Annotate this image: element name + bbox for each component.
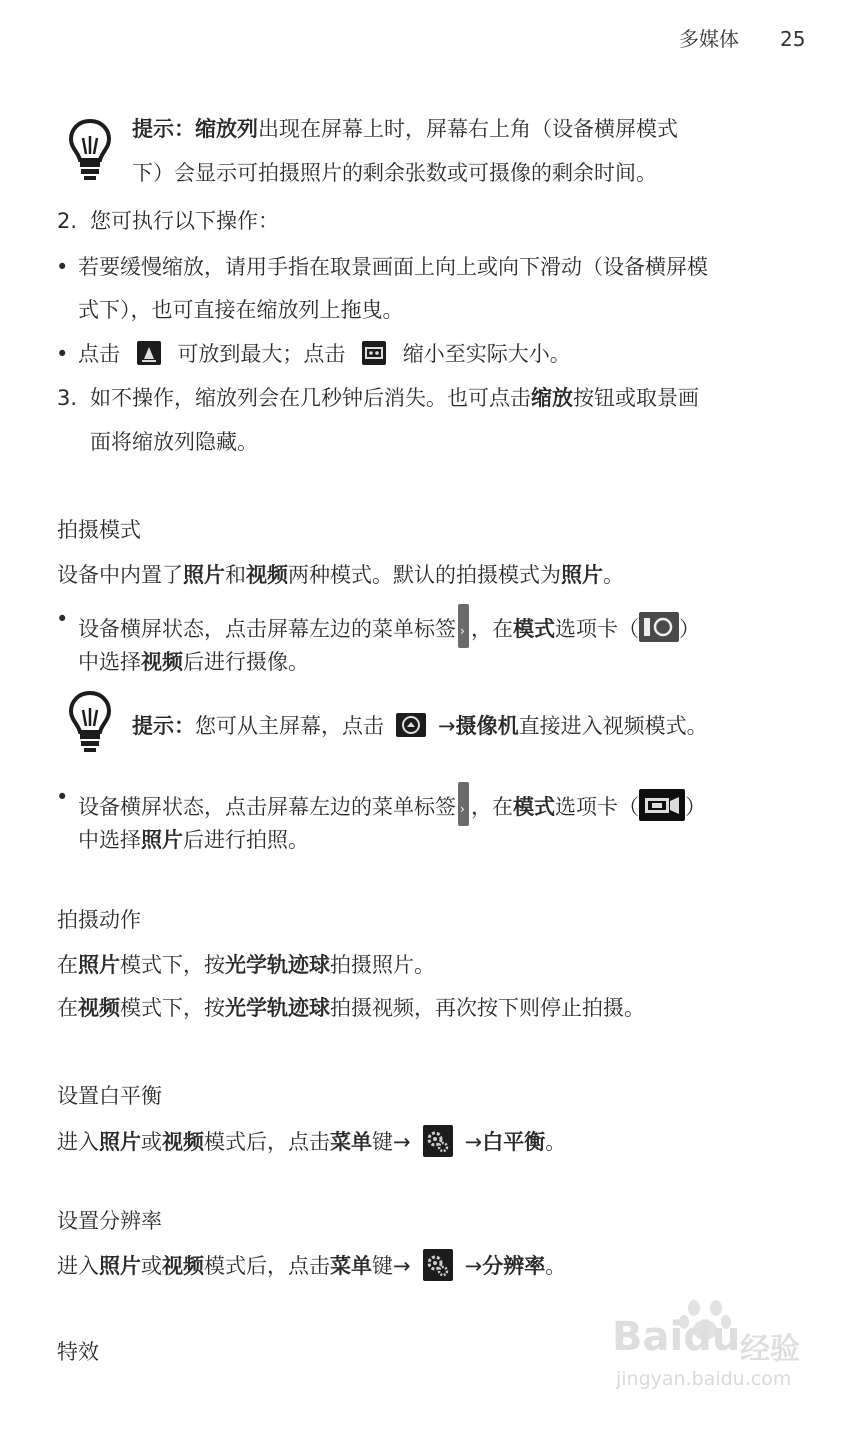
cm-b2-l2-c: 后进行拍照。 [183,828,309,852]
cm-b1-d: 选项卡（ [555,617,639,641]
res-g: 键→ [372,1254,411,1278]
resolution-line [57,1249,566,1281]
wb-a: 进入 [57,1130,99,1154]
capture-mode-tip [132,711,708,741]
res-photo: 照片 [99,1254,141,1278]
wb-e: 模式后，点击 [204,1130,330,1154]
bullet-dot: • [56,255,69,279]
tip1-line2: 下）会显示可拍摄照片的剩余张数或可摄像的剩余时间。 [132,161,657,185]
intro-photo-default: 照片 [561,563,603,587]
cm-tip-camcorder: 摄像机 [455,714,519,738]
res-e: 模式后，点击 [204,1254,330,1278]
res-resolution: 分辨率 [482,1254,546,1278]
cm-b2-b: ，在 [471,795,513,819]
zoom-actual-icon [362,341,386,365]
capture-action-title: 拍摄动作 [57,908,141,932]
tip1-text: 出现在屏幕上时，屏幕右上角（设备横屏模式 [258,117,678,141]
cm-b1-b: ，在 [471,617,513,641]
intro-e: 两种模式。默认的拍摄模式为 [288,563,561,587]
zoom-bullet2-c: 缩小至实际大小。 [402,342,571,366]
white-balance-title: 设置白平衡 [57,1084,162,1108]
cm-b1-e: ） [679,617,700,641]
watermark-brand: Baidu [612,1314,741,1360]
wb-c: 或 [141,1130,162,1154]
cm-b2-a: 设备横屏状态，点击屏幕左边的菜单标签 [78,795,456,819]
res-a: 进入 [57,1254,99,1278]
camcorder-mode-icon [639,789,685,821]
settings-gear-icon [423,1249,453,1281]
lightbulb-icon [68,118,112,182]
cm-b1-l2-a: 中选择 [78,650,141,674]
camera-mode-icon [639,612,679,642]
cm-tip-arrow: → [438,714,456,738]
ca-l1-e: 拍摄照片。 [330,953,435,977]
white-balance-line [57,1125,566,1157]
capture-mode-bullet2-line2 [78,825,309,855]
baidu-watermark [612,1298,812,1394]
ca-l1-trackball: 光学轨迹球 [225,953,330,977]
capture-mode-title: 拍摄模式 [57,518,141,542]
zoom-bullet1-line1: 若要缓慢缩放，请用手指在取景画面上向上或向下滑动（设备横屏模 [78,255,708,279]
wb-g: 键→ [372,1130,411,1154]
step3-line1-c: 按钮或取景画 [573,386,699,410]
intro-g: 。 [603,563,624,587]
bullet-dot: • [56,607,69,631]
cm-b2-l2-a: 中选择 [78,828,141,852]
wb-video: 视频 [162,1130,204,1154]
resolution-title: 设置分辨率 [57,1209,162,1233]
cm-b2-l2-photo: 照片 [141,828,183,852]
ca-l2-trackball: 光学轨迹球 [225,996,330,1020]
zoom-max-icon [137,341,161,365]
ca-l1-a: 在 [57,953,78,977]
zoom-bullet1-line2: 式下），也可直接在缩放列上拖曳。 [78,298,404,322]
tip1-prefix: 提示： [132,117,195,141]
wb-photo: 照片 [99,1130,141,1154]
wb-menu: 菜单 [330,1130,372,1154]
step3-line1 [90,383,699,413]
capture-mode-bullet1-line1 [78,604,700,648]
cm-tip-a: 您可从主屏幕，点击 [195,714,384,738]
cm-b1-l2-video: 视频 [141,650,183,674]
bullet-dot: • [56,785,69,809]
wb-arrow: → [464,1130,483,1154]
capture-mode-bullet1-line2 [78,647,309,677]
step3-zoom-button: 缩放 [531,386,573,410]
home-camera-icon [396,713,426,737]
bullet-dot: • [56,342,69,366]
tip1-zoom-bar: 缩放列 [195,117,258,141]
res-arrow: → [464,1254,483,1278]
menu-tab-icon [458,782,469,826]
intro-photo: 照片 [183,563,225,587]
step2-text: 您可执行以下操作： [90,209,279,233]
capture-mode-bullet2-line1 [78,782,706,826]
cm-b2-mode: 模式 [513,795,555,819]
watermark-url: jingyan.baidu.com [616,1368,792,1390]
res-j: 。 [545,1254,567,1278]
ca-l2-video: 视频 [78,996,120,1020]
cm-b1-mode: 模式 [513,617,555,641]
res-c: 或 [141,1254,162,1278]
ca-l1-c: 模式下，按 [120,953,225,977]
res-video: 视频 [162,1254,204,1278]
zoom-bullet2-a: 点击 [78,342,120,366]
cm-b2-d: 选项卡（ [555,795,639,819]
capture-action-line2 [57,993,645,1023]
header-section: 多媒体 [679,27,739,51]
wb-j: 。 [545,1130,567,1154]
step3-number: 3. [57,386,78,410]
capture-action-line1 [57,950,435,980]
zoom-bullet2-b: 可放到最大；点击 [177,342,346,366]
cm-b2-e: ） [685,795,706,819]
capture-mode-intro [57,560,624,590]
cm-b1-l2-c: 后进行摄像。 [183,650,309,674]
step3-line1-a: 如不操作，缩放列会在几秒钟后消失。也可点击 [90,386,531,410]
menu-tab-icon [458,604,469,648]
ca-l2-a: 在 [57,996,78,1020]
zoom-bullet2 [78,339,571,369]
ca-l2-e: 拍摄视频，再次按下则停止拍摄。 [330,996,645,1020]
intro-a: 设备中内置了 [57,563,183,587]
step3-line2: 面将缩放列隐藏。 [90,430,258,454]
lightbulb-icon [68,690,112,754]
settings-gear-icon [423,1125,453,1157]
res-menu: 菜单 [330,1254,372,1278]
header-page-number: 25 [780,27,806,51]
tip1-line1 [132,114,678,144]
cm-b1-a: 设备横屏状态，点击屏幕左边的菜单标签 [78,617,456,641]
cm-tip-d: 直接进入视频模式。 [518,714,708,738]
ca-l2-c: 模式下，按 [120,996,225,1020]
intro-video: 视频 [246,563,288,587]
ca-l1-photo: 照片 [78,953,120,977]
cm-tip-prefix: 提示： [132,714,195,738]
watermark-brand-cn: 经验 [740,1332,800,1367]
wb-white-balance: 白平衡 [482,1130,546,1154]
step2-number: 2. [57,209,78,233]
intro-c: 和 [225,563,246,587]
effects-title: 特效 [57,1340,99,1364]
